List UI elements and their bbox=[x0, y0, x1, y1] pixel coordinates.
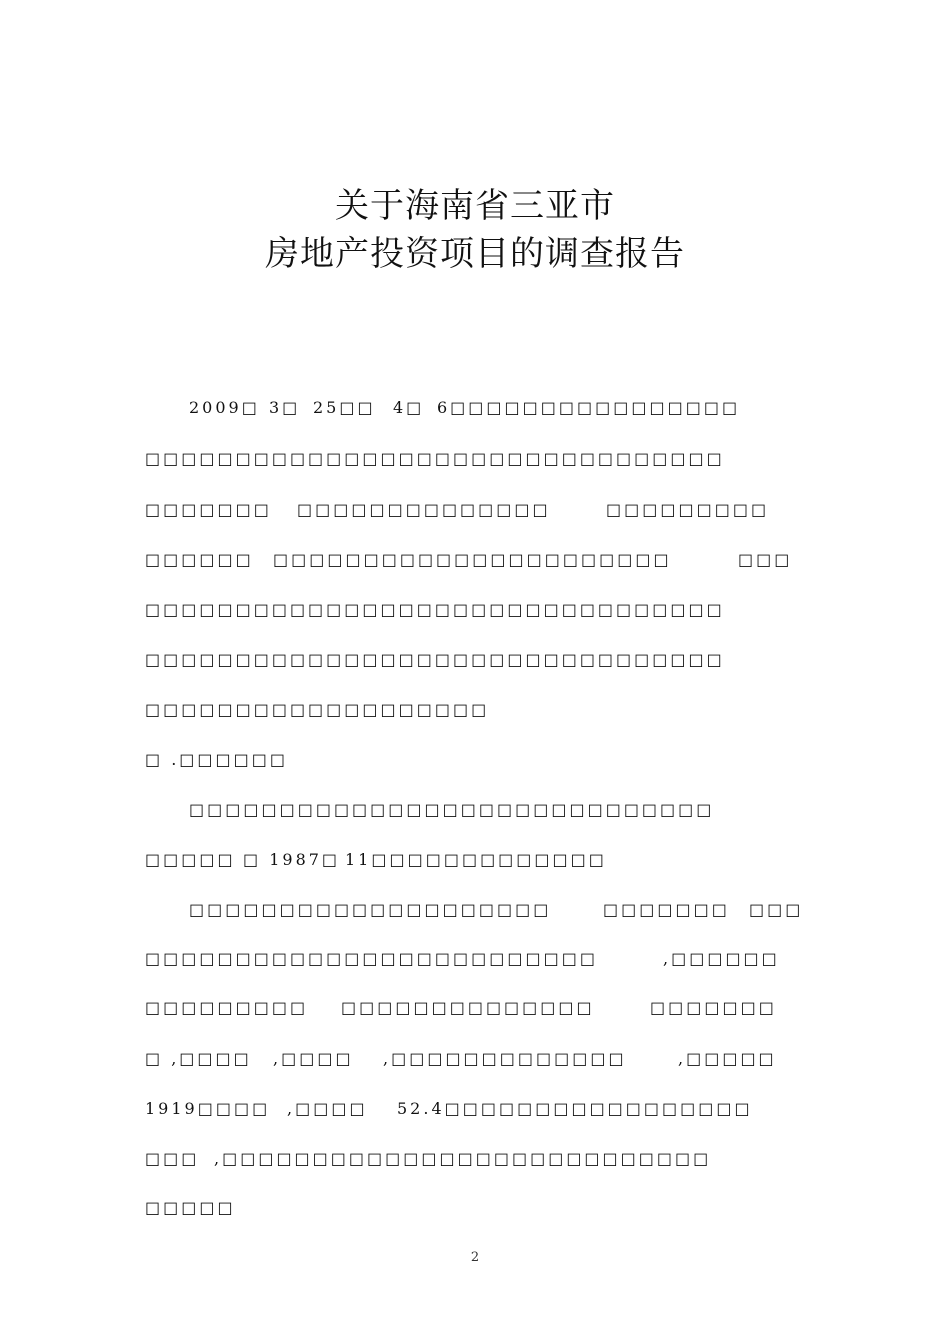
body-text: ,□□□□ bbox=[287, 1099, 368, 1118]
body-text: □□□□□□□□□□□□□□□□□□□□□□□□□□□□□□□□ bbox=[145, 449, 725, 468]
body-text: □□□□□□□□□□□□□□□□□□□□ bbox=[189, 900, 552, 919]
body-text: □□□ bbox=[749, 900, 804, 919]
report-title-line-1: 关于海南省三亚市 bbox=[335, 186, 615, 226]
body-text: 25□□ bbox=[313, 398, 376, 417]
body-text: ,□□□□□ bbox=[678, 1049, 777, 1068]
body-text: 11□□□□□□□□□□□□□ bbox=[345, 850, 607, 869]
page-number: 2 bbox=[470, 1250, 480, 1265]
body-text: □□□□□ bbox=[145, 1198, 236, 1217]
body-text: □□□□□□□□□ bbox=[606, 500, 770, 519]
body-text: □ 1987□ bbox=[243, 850, 341, 869]
body-text: □□□ bbox=[738, 550, 793, 569]
body-text: □□□□□□□□□□□□□□□□□□□□□□ bbox=[273, 550, 672, 569]
body-text: □□□□□□□□□□□□□□□□□□□□□□□□□ bbox=[145, 949, 598, 968]
body-text: 6□□□□□□□□□□□□□□□□ bbox=[437, 398, 741, 417]
body-text: □□□□□□□□□□□□□□□□□□□□□□□□□□□□□□□□ bbox=[145, 600, 725, 619]
body-text: ,□□□□□□ bbox=[663, 949, 780, 968]
body-text: □□□□□□□□□ bbox=[145, 998, 309, 1017]
body-text: 52.4□□□□□□□□□□□□□□□□□ bbox=[397, 1099, 753, 1118]
body-text: □ ,□□□□ bbox=[145, 1049, 252, 1068]
section-heading: □ .□□□□□□ bbox=[145, 750, 288, 769]
body-text: □□□□□□□ bbox=[145, 500, 272, 519]
body-text: □□□□□□□□□□□□□□□□□□□ bbox=[145, 700, 490, 719]
body-text: 2009□ bbox=[189, 398, 260, 417]
body-text: □□□□□□□ bbox=[603, 900, 730, 919]
body-text: ,□□□□□□□□□□□□□ bbox=[383, 1049, 627, 1068]
body-text: 1919□□□□ bbox=[145, 1099, 271, 1118]
body-text: □□□□□□□□□□□□□□□□□□□□□□□□□□□□□□□□ bbox=[145, 650, 725, 669]
body-text: □□□□□□□□□□□□□□ bbox=[341, 998, 595, 1017]
body-text: □□□ bbox=[145, 1149, 200, 1168]
body-text: □□□□□□ bbox=[145, 550, 254, 569]
body-text: □□□□□ bbox=[145, 850, 236, 869]
report-title-line-2: 房地产投资项目的调查报告 bbox=[265, 234, 685, 274]
body-text: □□□□□□□□□□□□□□ bbox=[297, 500, 551, 519]
body-text: 3□ bbox=[269, 398, 301, 417]
body-text: ,□□□□ bbox=[273, 1049, 354, 1068]
body-text: □□□□□□□ bbox=[650, 998, 777, 1017]
body-text: ,□□□□□□□□□□□□□□□□□□□□□□□□□□□ bbox=[214, 1149, 712, 1168]
body-text: □□□□□□□□□□□□□□□□□□□□□□□□□□□□□ bbox=[189, 800, 715, 819]
body-text: 4□ bbox=[393, 398, 425, 417]
